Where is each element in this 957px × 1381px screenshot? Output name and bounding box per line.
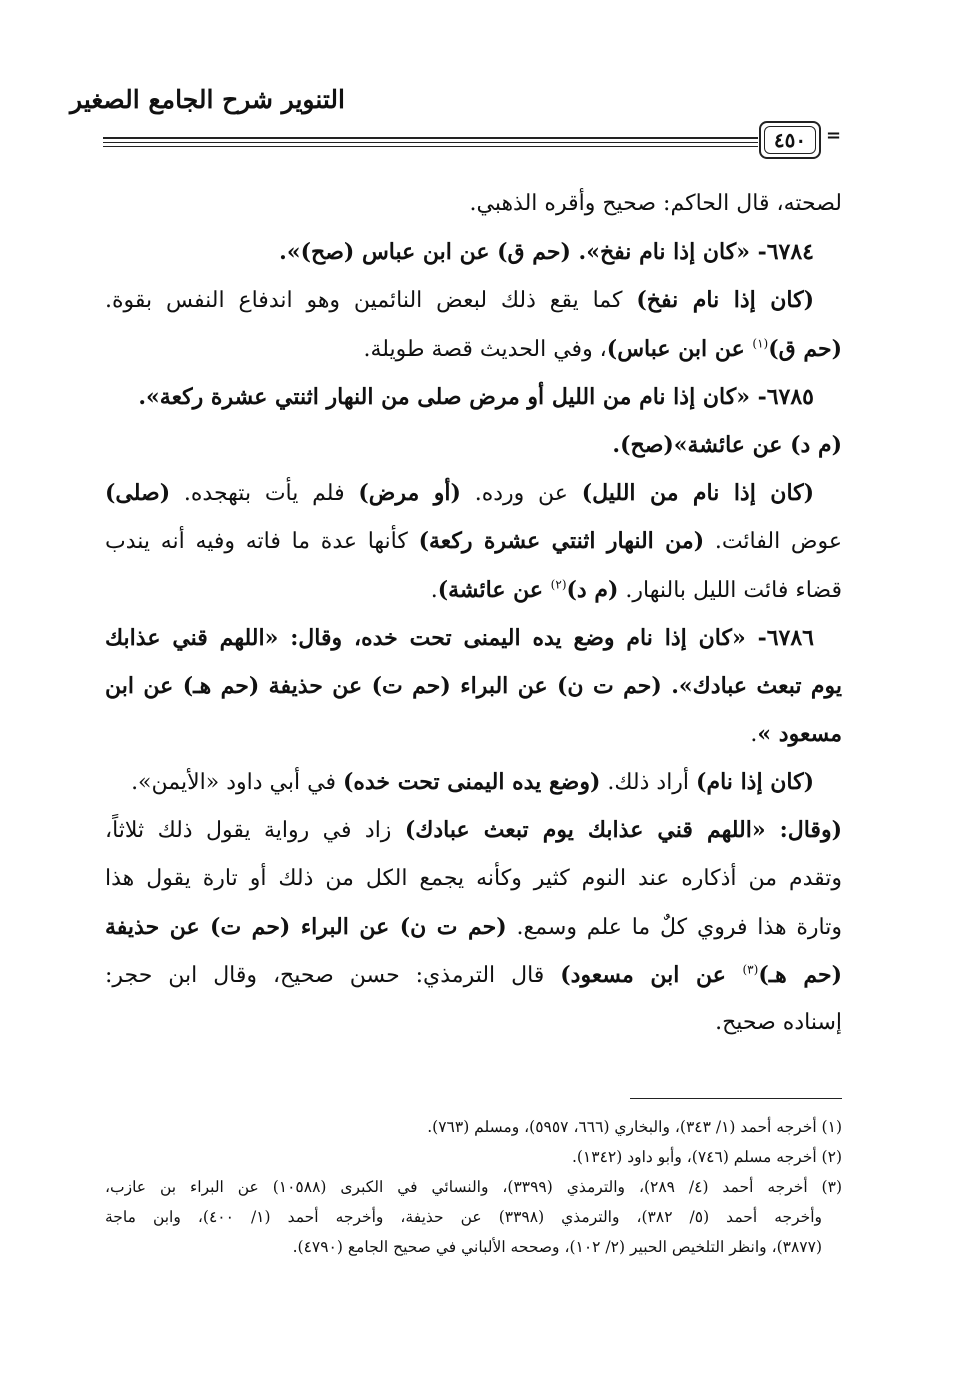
footnote-ref: (٢) <box>550 577 567 592</box>
hadith-text: (م د) <box>566 576 619 603</box>
hadith-text: (كان إذا نام من الليل) <box>581 480 815 507</box>
footnote-line: (١) أخرجه أحمد (١/ ٣٤٣)، والبخاري (٦٦٦، ٥٩٥٧)، ومسلم (٧٦٣). <box>427 1118 842 1136</box>
hadith-text: مسعود » <box>757 721 842 748</box>
footnote-separator <box>630 1098 842 1099</box>
commentary-text: وتقدم من أذكاره عند النوم كثير وكأنه يجمع الكل من ذلك أو تارة يقول هذا <box>105 865 842 891</box>
text-line <box>105 517 842 565</box>
hadith-text: (وضع يده اليمنى تحت خده) <box>342 769 601 796</box>
hadith-text: (كان إذا نام) <box>696 769 814 796</box>
running-header-title: التنوير شرح الجامع الصغير <box>70 85 345 114</box>
text-line <box>105 228 842 276</box>
commentary-text: كأنها عدة ما فاته وفيه أنه يندب <box>105 529 419 555</box>
commentary-text: قضاء فائت الليل بالنهار. <box>618 577 842 603</box>
hadith-text: (حم ق) <box>768 335 842 362</box>
commentary-text: عن ورده. <box>460 481 582 507</box>
hadith-text: (صلى) <box>105 480 171 507</box>
text-line <box>105 421 842 469</box>
text-line <box>105 325 842 373</box>
text-line <box>105 710 842 758</box>
header-rule <box>103 142 758 143</box>
commentary-text: عوض الفائت. <box>704 529 843 555</box>
header-rule <box>103 146 758 147</box>
hadith-text: ٦٧٨٦- «كان إذا نام وضع يده اليمنى تحت خده، وقال: «اللهم قني عذابك <box>105 624 814 651</box>
text-line <box>105 614 842 662</box>
footnote-ref: (١) <box>752 336 769 351</box>
hadith-text: (من النهار اثنتي عشرة ركعة) <box>418 528 705 555</box>
text-line <box>105 951 842 999</box>
hadith-text: عن عائشة) <box>437 576 551 603</box>
commentary-text: كما يقع ذلك لبعض النائمين وهو اندفاع النفس بقوة. <box>105 288 637 314</box>
hadith-text: ٦٧٨٥- «كان إذا نام من الليل أو مرض صلى من النهار اثنتي عشرة ركعة». <box>138 383 814 410</box>
commentary-text: زاد في رواية يقول ذلك ثلاثاً، <box>105 818 405 844</box>
text-line <box>105 806 842 854</box>
text-line <box>105 469 842 517</box>
text-line <box>105 855 842 903</box>
page-number-frame <box>759 121 821 159</box>
hadith-text: عن ابن عباس) <box>606 335 753 362</box>
text-line <box>105 180 842 228</box>
commentary-text: فلم يأت بتهجده. <box>170 481 359 507</box>
footnotes <box>105 1112 842 1262</box>
commentary-text: ، وفي الحديث قصة طويلة. <box>363 336 607 362</box>
text-line <box>105 566 842 614</box>
commentary-text: أراد ذلك. <box>600 770 697 796</box>
header-ornament: = <box>826 125 842 146</box>
hadith-text: ٦٧٨٤- «كان إذا نام نفخ». (حم ق) عن ابن عباس (صح)». <box>279 239 814 266</box>
commentary-text: قال الترمذي: حسن صحيح، وقال ابن حجر: <box>105 963 561 988</box>
commentary-text: إسناده صحيح. <box>715 1010 842 1036</box>
text-line <box>105 276 842 324</box>
footnote-line: وأخرجه أحمد (٥/ ٣٨٢)، والترمذي (٣٣٩٨) عن حذيفة، وأخرجه أحمد (١/ ٤٠٠)، وابن ماجة <box>105 1208 823 1226</box>
text-line <box>105 373 842 421</box>
text-line <box>105 999 842 1047</box>
hadith-text: يوم تبعث عبادك». (حم ت ن) عن البراء (حم ت) عن حذيفة (حم هـ) عن ابن <box>105 672 842 699</box>
commentary-text: في أبي داود «الأيمن». <box>131 770 343 796</box>
commentary-text: . <box>430 577 438 603</box>
hadith-text: (حم ت ن) عن البراء (حم ت) عن حذيفة <box>105 913 507 940</box>
hadith-text: (م د) عن عائشة»(صح). <box>612 431 842 458</box>
hadith-text: عن ابن مسعود) <box>560 962 743 988</box>
commentary-text: وتارة هذا فروي كلٌ ما علم وسمع. <box>506 914 843 940</box>
hadith-text: (كان إذا نام نفخ) <box>636 287 814 314</box>
text-line <box>105 758 842 806</box>
text-line <box>105 662 842 710</box>
page-number: ٤٥٠ <box>764 126 816 154</box>
footnote-line: (٢) أخرجه مسلم (٧٤٦)، وأبو داود (١٣٤٢). <box>571 1148 842 1166</box>
commentary-text: لصحته، قال الحاكم: صحيح وأقره الذهبي. <box>469 191 842 216</box>
main-text <box>105 180 842 1047</box>
commentary-text: . <box>750 722 758 748</box>
footnote-ref: (٣) <box>742 962 759 977</box>
footnote-line: (٣٨٧٧)، وانظر التلخيص الحبير (٢/ ١٠٢)، وصححه الألباني في صحيح الجامع (٤٧٩٠). <box>292 1238 822 1256</box>
hadith-text: (وقال: «اللهم قني عذابك يوم تبعث عبادك) <box>404 817 842 844</box>
hadith-text: (حم هـ) <box>758 962 843 988</box>
header-rule <box>103 137 758 139</box>
text-line <box>105 903 842 951</box>
footnote-line: (٣) أخرجه أحمد (٤/ ٢٨٩)، والترمذي (٣٣٩٩)، والنسائي في الكبرى (١٠٥٨٨) عن البراء بن عازب، <box>105 1178 842 1196</box>
hadith-text: (أو مرض) <box>358 480 461 507</box>
